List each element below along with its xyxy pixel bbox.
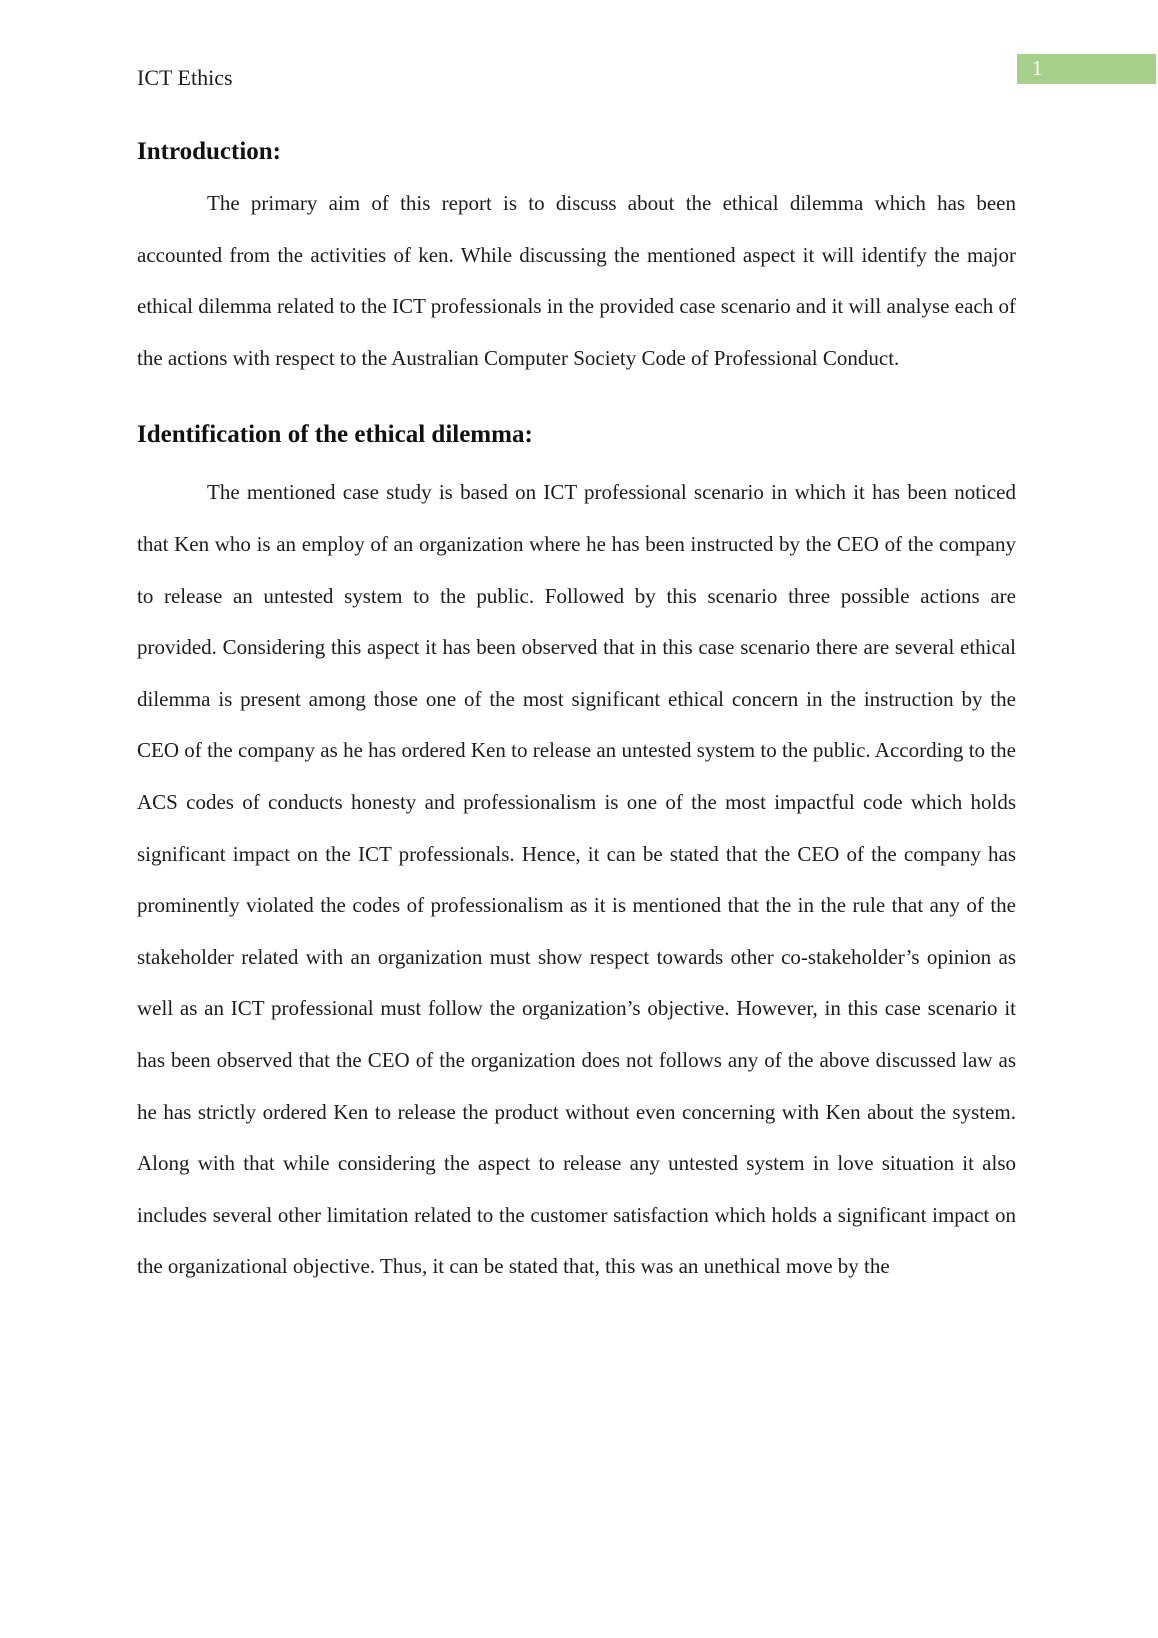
page-number-badge: 1 (1017, 54, 1156, 84)
paragraph-identification: The mentioned case study is based on ICT professional scenario in which it has been noticed that Ken who is an employ of an organization where he has been instructed by the CEO of the company to release an untested system to the public. Followed by this scenario three possible actions are provided. Considering this aspect it has been observed that in this case scenario there are several ethical dilemma is present among those one of the most significant ethical concern in the instruction by the CEO of the company as he has ordered Ken to release an untested system to the public. According to the ACS codes of conducts honesty and professionalism is one of the most impactful code which holds significant impact on the ICT professionals. Hence, it can be stated that the CEO of the company has prominently violated the codes of professionalism as it is mentioned that the in the rule that any of the stakeholder related with an organization must show respect towards other co-stakeholder’s opinion as well as an ICT professional must follow the organization’s objective. However, in this case scenario it has been observed that the CEO of the organization does not follows any of the above discussed law as he has strictly ordered Ken to release the product without even concerning with Ken about the system. Along with that while considering the aspect to release any untested system in love situation it also includes several other limitation related to the customer satisfaction which holds a significant impact on the organizational objective. Thus, it can be stated that, this was an unethical move by the (137, 480, 1016, 1279)
paragraph-introduction: The primary aim of this report is to discuss about the ethical dilemma which has been accounted from the activities of ken. While discussing the mentioned aspect it will identify the major ethical dilemma related to the ICT professionals in the provided case scenario and it will analyse each of the actions with respect to the Australian Computer Society Code of Professional Conduct. (137, 191, 1016, 370)
document-header (137, 0, 1016, 92)
running-header-title: ICT Ethics (137, 65, 233, 90)
section-heading-identification: Identification of the ethical dilemma: (137, 421, 533, 449)
section-heading-introduction: Introduction: (137, 138, 282, 165)
